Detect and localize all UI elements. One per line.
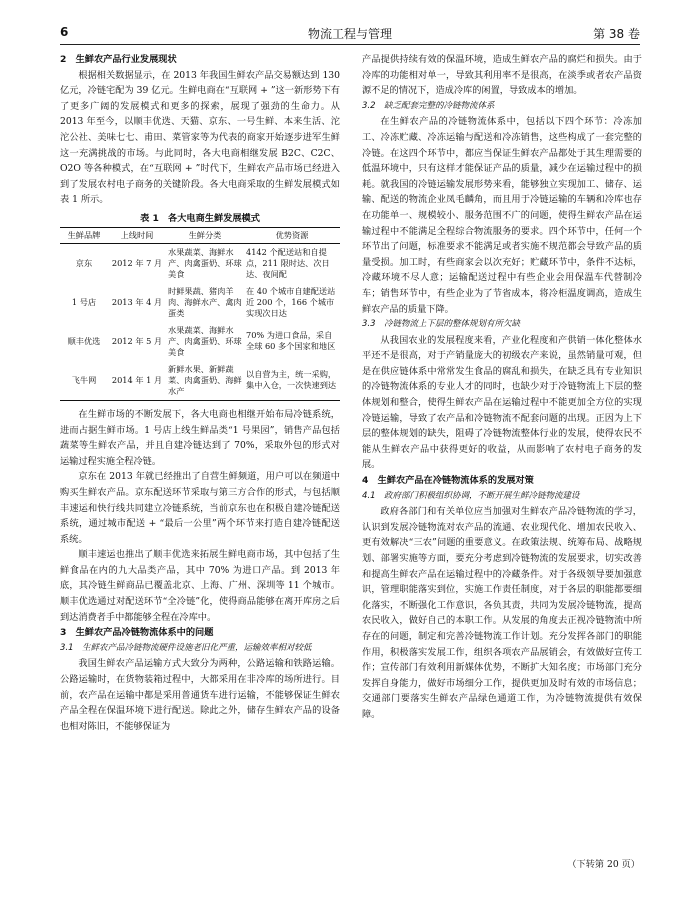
table-cell: 70% 为进口食品，采自全球 60 多个国家和地区 (246, 330, 336, 352)
table-cell: 2012 年 7 月 (111, 257, 163, 268)
table-cell: 在 40 个城市自建配送站近 200 个，166 个城市实现次日达 (246, 285, 336, 318)
section-2-paragraph-2: 在生鲜市场的不断发展下，各大电商也相继开始布局冷链系统，进而占据生鲜市场。1 号店上线生鲜品类“1 号果园”，销售产品包括蔬菜等生鲜农产品，并且自建冷链达到了 70%，采取外包的形式对运输过程实施全程冷链。 (60, 408, 340, 467)
running-header (60, 22, 640, 45)
section-3-1-paragraph-1: 我国生鲜农产品运输方式大致分为两种，公路运输和铁路运输。公路运输时，在货物装箱过程中，大都采用在非冷库的场所进行。目前，农产品在运输中都是采用普通货车进行运输，不能够保证生鲜农产品全程在保温环境下进行配送。除此之外，储存生鲜农产品的设备也相对陈旧，不能够保证为 (60, 658, 340, 732)
table-cell: 顺丰优选 (67, 335, 101, 346)
section-2-paragraph-1: 根据相关数据显示，在 2013 年我国生鲜农产品交易额达到 130 亿元，冷链宅配为 39 亿元。生鲜电商在“互联网 + ”这一新形势下有了更多广阔的发展模式和更多的探索，展现了强劲的生命力。从 2013 年至今，以顺丰优选、天猫、京东、一号生鲜、本来生活、沱沱公社、美味七七、甫田、菜管家等为代表的商家开始逐步进军生鲜这一充满挑战的市场。与此同时，各大电商相继发展 B2C、C2C、O2O 等各种模式，在“互联网 + ”时代下，生鲜农产品市场已经进入到了发展农村电子商务的关键阶段。各大电商采取的生鲜发展模式如表 1 所示。 (60, 69, 340, 206)
table-cell: 飞牛网 (71, 374, 97, 385)
table-header-cell: 生鲜品牌 (60, 227, 108, 243)
table-header-cell: 优势资源 (244, 227, 340, 243)
table-cell: 水果蔬菜、海鲜水产、肉禽蛋奶、环球美食 (168, 324, 242, 357)
continued-note: （下转第 20 页） (567, 859, 640, 870)
table-header-cell: 上线时间 (108, 227, 166, 243)
table-row (60, 243, 340, 283)
section-2-paragraph-3: 京东在 2013 年就已经推出了自营生鲜频道，用户可以在频道中购买生鲜农产品。京东配送环节采取与第三方合作的形式，与包括顺丰速运和快行线共同建立冷链系统，当前京东也在积极自建冷链配送系统，通过城市配送 + “最后一公里”两个环节来打造自建冷链配送系统。 (60, 471, 340, 545)
table-header-row (60, 227, 340, 243)
section-3-1-heading: 3.1 生鲜农产品冷链物流硬件设施老旧化严重，运输效率相对较低 (60, 642, 312, 653)
section-4-1-paragraph-1: 政府各部门和有关单位应当加强对生鲜农产品冷链物流的学习，认识到发展冷链物流对农产品的流通、农业现代化、增加农民收入、更有效解决“三农”问题的重要意义。在政策法规、统筹布局、战略规划、部署实施等方面，要充分考虑到冷链物流的发展要求，切实改善和提高生鲜农产品在运输过程中的冷藏条件。对于各级领导要加强意识，管理职能落实到位，实施工作责任制度，对于各层的职能都要细化落实，不断强化工作意识，各负其责，共同为发展冷链物流，提高农民收入，做好自己的本职工作。从发展的角度去正视冷链物流中所存在的问题，制定和完善冷链物流工作计划。充分发挥各部门的职能作用，积极落实发展工作，组织各项农产品展销会，有效做好宣传工作；宣传部门有效利用新媒体优势，不断扩大知名度；市场部门充分发挥自身能力，做好市场细分工作，提供更加及时有效的市场信息；交通部门要落实生鲜农产品绿色通道工作，为冷链物流提供有效保障。 (362, 506, 642, 720)
table-row (60, 322, 340, 361)
journal-title: 物流工程与管理 (307, 27, 392, 41)
section-3-2-paragraph-1: 在生鲜农产品的冷链物流体系中，包括以下四个环节：冷冻加工、冷冻贮藏、冷冻运输与配送和冷冻销售，这些构成了一套完整的冷链。在这四个环节中，都应当保证生鲜农产品都处于其生理需要的低温环境中，只有这样才能保证产品的质量，减少在运输过程中的损耗。就我国的冷链运输发展形势来看，能够独立实现加工、储存、运输、配送的物流企业凤毛麟角，而且用于冷链运输的车辆和冷库也存在功能单一、规模较小、服务范围不广的问题，使得生鲜农产品在运输过程中不能满足全程综合物流服务的要求。四个环节中，任何一个环节出了问题，标准要求不能满足或者实施不规范都会导致产品的质量受损。加工时，有些商家会以次充好；贮藏环节中，条件不达标，冷藏环境不尽人意；运输配送过程中有些企业会用保温车代替制冷车；销售环节中，有些企业为了节省成本，将冷柜温度调高，造成生鲜农产品的质量下降。 (362, 116, 642, 315)
section-3-heading: 3 生鲜农产品冷链物流体系中的问题 (60, 627, 214, 639)
section-2-heading: 2 生鲜农产品行业发展现状 (60, 54, 177, 65)
table-cell: 新鲜水果、新鲜蔬菜、肉禽蛋奶、海鲜水产 (168, 363, 242, 396)
table-cell: 1 号店 (71, 296, 97, 307)
table-1-caption: 表 1 各大电商生鲜发展模式 (140, 212, 260, 224)
table-row (60, 361, 340, 401)
table-cell: 2012 年 5 月 (111, 335, 163, 346)
section-4-1-heading: 4.1 政府部门积极组织协调，不断开展生鲜冷链物流建设 (362, 490, 580, 501)
left-column (60, 52, 340, 734)
table-cell: 水果蔬菜、海鲜水产、肉禽蛋奶、环球美食 (168, 246, 242, 279)
table-cell: 以自营为主，统一采购，集中入仓，一次快速到达 (246, 369, 337, 391)
section-3-3-paragraph-1: 从我国农业的发展程度来看，产业化程度和产供销一体化整体水平还不是很高，对于产销量庞大的初级农产来说，虽然销量可观，但是在供应链体系中常常发生食品的腐乱和损失，在缺乏具有专业知识的冷链物流体系的专业人才的同时，也缺少对于冷链物流上下层的整体规划和整合，使得生鲜农产品在运输过程中不能更加全方位的实现冷链运输，导致了农产品和冷链物流不配套问题的出现。正因为上下层的整体规划的缺失，阻碍了冷链物流整体行业的发展，使得农民不能从生鲜农产品中获得更好的收益，从而影响了农村电子商务的发展。 (362, 334, 642, 471)
table-cell: 4142 个配送站和自提点，211 限时达、次日达、夜间配 (246, 246, 330, 279)
volume-label: 第 38 卷 (593, 27, 640, 41)
table-cell: 京东 (75, 257, 93, 268)
section-3-1-paragraph-continued: 产品提供持续有效的保温环境，造成生鲜农产品的腐烂和损失。由于冷库的功能相对单一，导致其利用率不是很高，在淡季或者农产品资源不足的情况下，造成冷库的闲置，导致成本的增加。 (362, 54, 642, 97)
section-2-paragraph-4: 顺丰速运也推出了顺丰优选来拓展生鲜电商市场，其中包括了生鲜食品在内的九大品类产品，其中 70% 为进口产品。到 2013 年底，其冷链生鲜商品已覆盖北京、上海、广州、深圳等 11 个城市。顺丰优选通过对配送环节“全冷链”化，使得商品能够在离开库房之后到达消费者手中都能够全程在冷库中。 (60, 549, 340, 623)
table-header-cell: 生鲜分类 (166, 227, 244, 243)
table-cell: 时鲜果蔬、猪肉羊肉、海鲜水产、禽肉蛋类 (168, 285, 242, 318)
section-4-heading: 4 生鲜农产品在冷链物流体系的发展对策 (362, 475, 534, 487)
table-row (60, 283, 340, 322)
table-cell: 2013 年 4 月 (111, 296, 163, 307)
table-cell: 2014 年 1 月 (111, 374, 163, 385)
page-number: 6 (60, 25, 69, 39)
section-3-3-heading: 3.3 冷链物流上下层的整体规划有所欠缺 (362, 319, 521, 330)
right-column (362, 52, 642, 723)
section-3-2-heading: 3.2 缺乏配套完整的冷链物流体系 (362, 100, 495, 111)
table-1 (60, 227, 340, 401)
